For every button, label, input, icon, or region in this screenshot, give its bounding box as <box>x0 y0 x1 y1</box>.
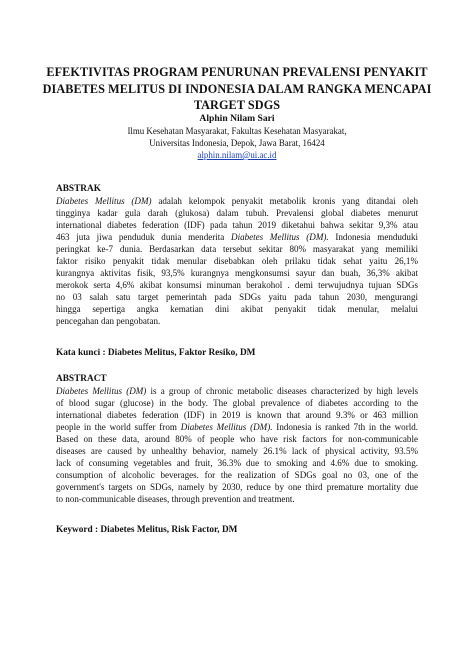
abstrak-line <box>56 195 418 207</box>
abstract-line: of blood sugar (glucose) in the body. The global prevalence of diabetes according to the <box>56 398 418 408</box>
abstract-heading: ABSTRACT <box>56 374 107 384</box>
abstrak-heading: ABSTRAK <box>56 184 101 194</box>
abstrak-line: pencegahan dan pengobatan. <box>56 316 161 326</box>
abstract-line: Based on these data, around 80% of people who have risk factors for non-communicable <box>56 434 418 444</box>
author-name: Alphin Nilam Sari <box>199 113 275 124</box>
abstrak-line: merokok serta 4,6% akibat konsumsi minuman berakohol . demi terwujudnya tujuan SDGs <box>56 280 418 290</box>
abstrak-term: Diabetes Mellitus (DM). <box>231 232 329 242</box>
abstract-text: is a group of chronic metabolic diseases characterized by high levels <box>146 386 418 396</box>
kata-kunci: Kata kunci : Diabetes Melitus, Faktor Resiko, DM <box>56 348 256 358</box>
author-affiliation <box>0 125 474 161</box>
abstract-section <box>56 373 418 505</box>
abstrak-text: Indonesia menduduki <box>328 232 418 242</box>
abstract-line: diseases are caused by unhealthy behavior, namely 26.1% lack of physical activity, 93.5% <box>56 446 418 456</box>
author-email-link[interactable]: alphin.nilam@ui.ac.id <box>197 150 277 160</box>
abstract-line: government's targets on SDGs, namely by 2030, reduce by one third premature mortality due <box>56 482 418 492</box>
abstrak-line <box>56 231 418 243</box>
affiliation-line: Universitas Indonesia, Depok, Jawa Barat, 16424 <box>149 138 325 148</box>
abstrak-text: adalah kelompok penyakit metabolik kronis yang ditandai oleh <box>151 196 418 206</box>
abstract-line <box>56 421 418 433</box>
affiliation-line: Ilmu Kesehatan Masyarakat, Fakultas Kesehatan Masyarakat, <box>127 126 347 136</box>
abstract-line: to non-communicable diseases, through prevention and treatment. <box>56 494 295 504</box>
abstrak-line: faktor risiko penyakit tidak menular disebabkan oleh prilaku tidak sehat yaitu 26,1% <box>56 256 418 266</box>
title-line: DIABETES MELITUS DI INDONESIA DALAM RANGKA MENCAPAI <box>42 81 432 96</box>
abstract-term: Diabetes Mellitus (DM) <box>56 386 147 396</box>
abstract-line: consumption of alcoholic beverages. for the realization of SDGs goal no 03, one of the <box>56 470 418 480</box>
abstract-line: lack of consuming vegetables and fruit, 36.3% due to smoking and 4.6% due to smoking. <box>56 458 418 468</box>
abstrak-line: kurangnya aktivitas fisik, 93,5% kurangnya mengkonsumsi sayur dan buah, 36,3% akibat <box>56 268 418 278</box>
keyword: Keyword : Diabetes Melitus, Risk Factor, DM <box>56 525 238 535</box>
abstrak-term: Diabetes Mellitus (DM) <box>56 196 152 206</box>
abstract-term: Diabetes Mellitus (DM). <box>180 422 273 432</box>
abstrak-line: no 03 salah satu target pemerintah pada SDGs yaitu pada tahun 2030, mengurangi <box>56 292 418 302</box>
abstrak-section <box>56 183 418 327</box>
abstrak-line: international diabetes federation (IDF) pada tahun 2019 diketahui bahwa sekitar 9,3% atau <box>56 220 418 230</box>
abstrak-line: peringkat ke-7 dunia. Berdasarkan data tersebut sekitar 80% masyarakat yang memiliki <box>56 244 418 254</box>
abstrak-text: 463 juta jiwa penduduk dunia menderita <box>56 232 232 242</box>
abstract-line: international diabetes federation (IDF) in 2019 is known that around 9.3% or 463 million <box>56 410 418 420</box>
abstrak-line: hingga sepertiga angka kematian dini akibat penyakit tidak menular, melalui <box>56 304 418 314</box>
title-line: TARGET SDGS <box>193 98 281 112</box>
paper-title <box>40 64 434 114</box>
abstract-text: people in the world suffer from <box>56 422 181 432</box>
abstract-line <box>56 385 418 397</box>
title-line: EFEKTIVITAS PROGRAM PENURUNAN PREVALENSI PENYAKIT <box>46 65 428 79</box>
abstract-text: Indonesia is ranked 7th in the world. <box>272 422 419 432</box>
abstrak-line: tingginya kadar gula darah (glukosa) dalam tubuh. Prevalensi global diabetes menurut <box>56 208 418 218</box>
